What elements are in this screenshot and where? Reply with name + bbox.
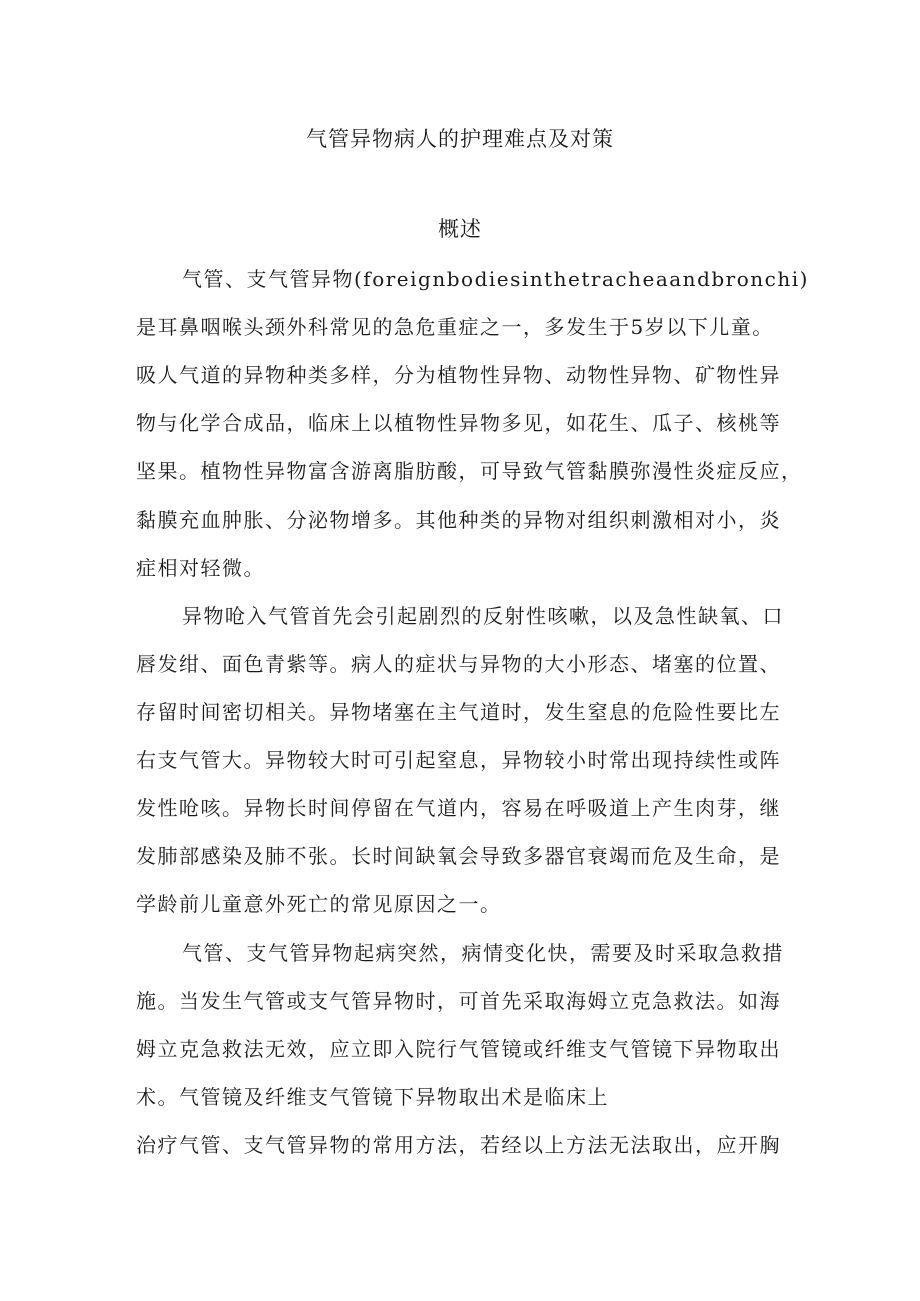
- paragraph-line: 吸人气道的异物种类多样，分为植物性异物、动物性异物、矿物性异: [136, 363, 781, 387]
- paragraph-line: 学龄前儿童意外死亡的常见原因之一。: [136, 892, 502, 916]
- paragraph-line: 右支气管大。异物较大时可引起窒息，异物较小时常出现持续性或阵: [136, 748, 781, 772]
- paragraph-line: 异物呛入气管首先会引起剧烈的反射性咳嗽，以及急性缺氧、口: [182, 604, 784, 628]
- paragraph-line: 治疗气管、支气管异物的常用方法，若经以上方法无法取出，应开胸: [136, 1133, 781, 1157]
- paragraph-line: 发性呛咳。异物长时间停留在气道内，容易在呼吸道上产生肉芽，继: [136, 796, 781, 820]
- paragraph-line: 症相对轻微。: [136, 556, 265, 580]
- paragraph-line: 气管、支气管异物起病突然，病情变化快，需要及时采取急救措: [182, 941, 784, 965]
- paragraph-line: 发肺部感染及肺不张。长时间缺氧会导致多器官衰竭而危及生命，是: [136, 844, 781, 868]
- paragraph-line: 黏膜充血肿胀、分泌物增多。其他种类的异物对组织刺激相对小，炎: [136, 508, 781, 532]
- section-heading: 概述: [438, 217, 482, 241]
- paragraph-line: 姆立克急救法无效，应立即入院行气管镜或纤维支气管镜下异物取出: [136, 1037, 781, 1061]
- paragraph-line: 术。气管镜及纤维支气管镜下异物取出术是临床上: [136, 1085, 609, 1109]
- document-title: 气管异物病人的护理难点及对策: [306, 127, 614, 151]
- paragraph-line: 存留时间密切相关。异物堵塞在主气道时，发生窒息的危险性要比左: [136, 700, 781, 724]
- paragraph-line: 坚果。植物性异物富含游离脂肪酸，可导致气管黏膜弥漫性炎症反应，: [136, 459, 803, 483]
- paragraph-line: 唇发绀、面色青紫等。病人的症状与异物的大小形态、堵塞的位置、: [136, 652, 781, 676]
- paragraph-line: 是耳鼻咽喉头颈外科常见的急危重症之一，多发生于5岁以下儿童。: [136, 315, 774, 339]
- paragraph-line: 气管、支气管异物(foreignbodiesinthetracheaandbronchi): [182, 267, 809, 291]
- paragraph-line: 物与化学合成品，临床上以植物性异物多见，如花生、瓜子、核桃等: [136, 411, 781, 435]
- paragraph-line: 施。当发生气管或支气管异物时，可首先采取海姆立克急救法。如海: [136, 989, 781, 1013]
